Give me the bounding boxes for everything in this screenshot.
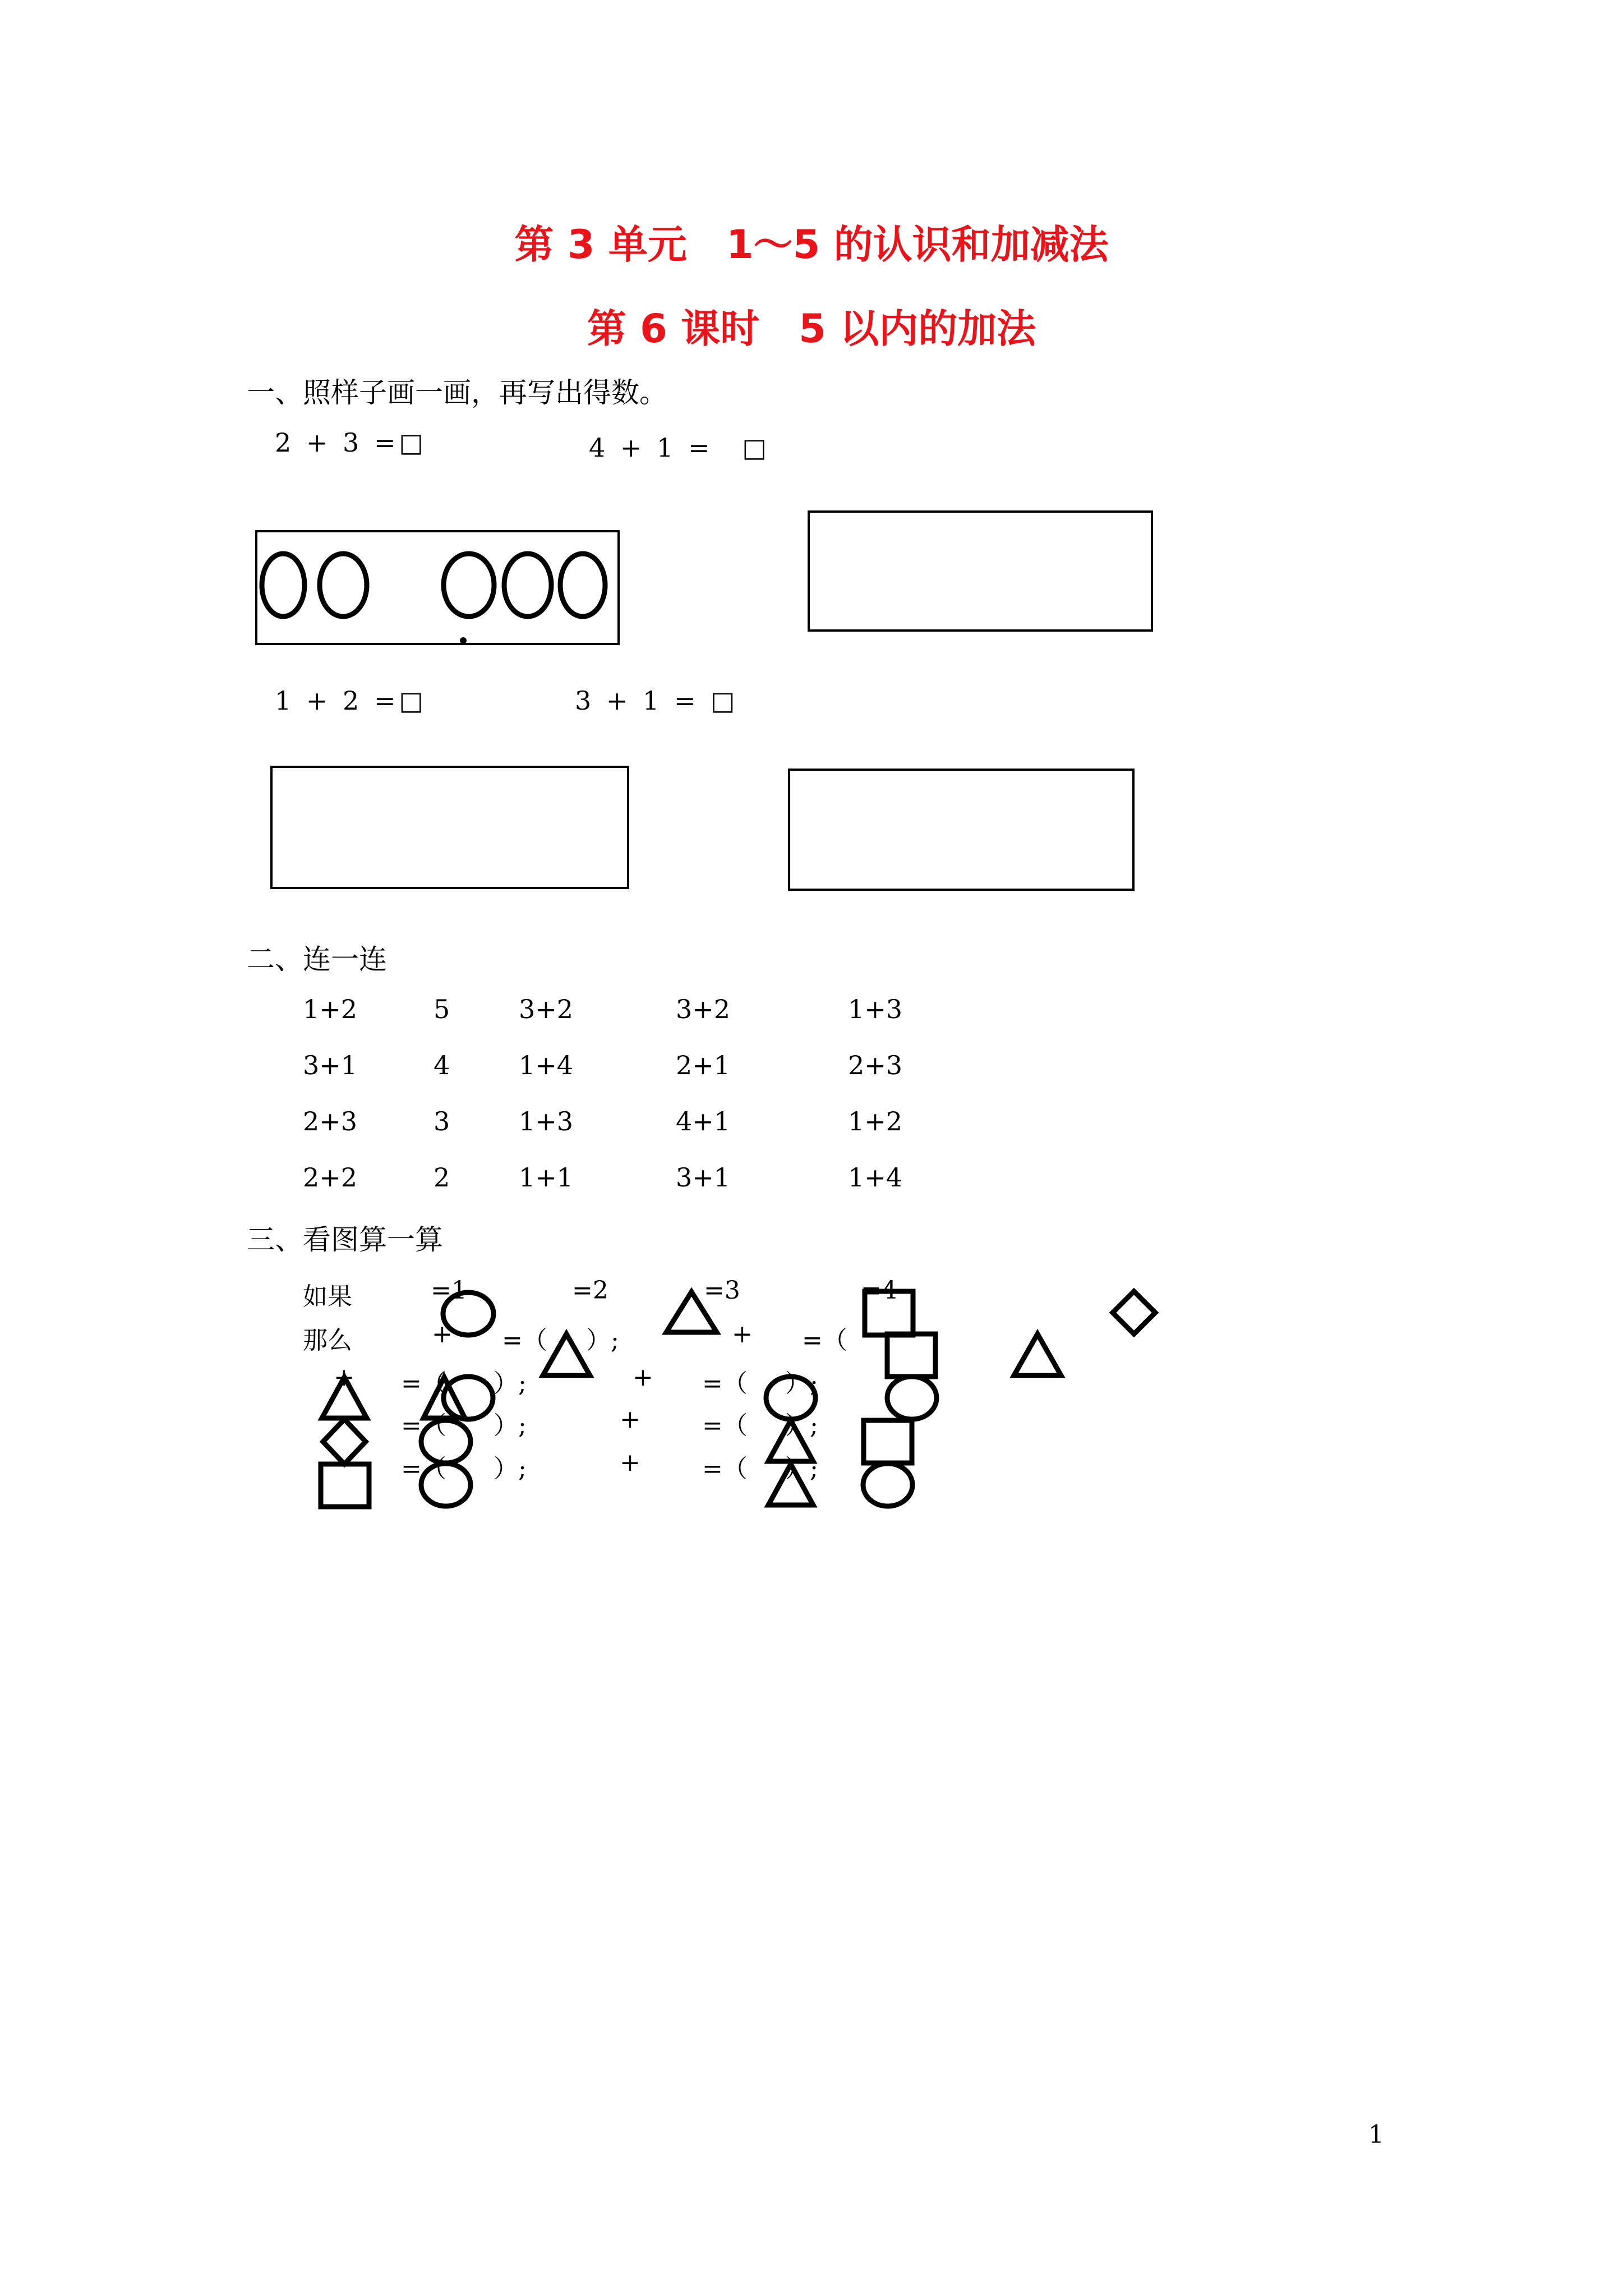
- lesson-title: 第 6 课时 5 以内的加法: [587, 306, 1036, 352]
- equals-open: =（: [401, 1369, 446, 1398]
- match-right-item[interactable]: 2+1: [676, 1050, 731, 1080]
- circle-icon: [320, 554, 367, 616]
- equals-close: ）;: [586, 1326, 619, 1355]
- match-mid-item[interactable]: 1+3: [519, 1106, 574, 1137]
- equals-close: ）;: [494, 1369, 527, 1398]
- equation-3-plus-1: 3 + 1 = □: [575, 685, 739, 716]
- match-left-item[interactable]: 2+2: [303, 1162, 358, 1193]
- equals-open: =（: [702, 1411, 748, 1440]
- match-far-item[interactable]: 1+4: [848, 1162, 903, 1193]
- equation-2-plus-3: 2 + 3 =□: [275, 427, 427, 458]
- triangle-icon: [768, 1420, 813, 1461]
- plus-sign: +: [334, 1363, 354, 1392]
- circle-icon: [262, 554, 305, 616]
- square-icon: [864, 1420, 912, 1463]
- circle-icon: [421, 1420, 471, 1463]
- equals-open: =（: [702, 1369, 748, 1398]
- circle-icon: [887, 1377, 937, 1419]
- match-mid-item[interactable]: 3+2: [519, 994, 574, 1024]
- circle-icon: [766, 1377, 815, 1419]
- equals-open: =（: [702, 1455, 748, 1483]
- then-label: 那么: [303, 1326, 352, 1355]
- equals-close: ）;: [785, 1455, 818, 1483]
- if-label: 如果: [303, 1282, 352, 1311]
- circle-icon: [444, 554, 494, 616]
- square-icon: [321, 1464, 369, 1507]
- square-icon: [887, 1334, 935, 1377]
- match-mid-item[interactable]: 1+4: [519, 1050, 574, 1080]
- circle-icon: [863, 1464, 912, 1506]
- equals-open: =（: [401, 1411, 446, 1440]
- circle-icon: [421, 1464, 471, 1506]
- match-left-item[interactable]: 2+3: [303, 1106, 358, 1137]
- legend-value-square: =3: [704, 1276, 740, 1305]
- triangle-icon: [1014, 1334, 1061, 1375]
- match-number-item[interactable]: 3: [434, 1106, 450, 1137]
- equation-4-plus-1: 4 + 1 = □: [589, 432, 770, 463]
- match-right-item[interactable]: 4+1: [676, 1106, 731, 1137]
- match-number-item[interactable]: 5: [434, 994, 450, 1024]
- plus-sign: +: [633, 1363, 653, 1392]
- equation-1-plus-2: 1 + 2 =□: [275, 685, 427, 716]
- triangle-icon: [322, 1377, 367, 1418]
- equals-open: =（: [802, 1326, 847, 1355]
- unit-title: 第 3 单元 1～5 的认识和加减法: [514, 222, 1109, 268]
- equals-open: =（: [502, 1326, 547, 1355]
- equals-close: ）;: [785, 1411, 818, 1440]
- circle-icon: [443, 1292, 494, 1335]
- diamond-icon: [323, 1419, 366, 1464]
- circle-icon: [444, 1377, 493, 1419]
- legend-value-triangle: =2: [572, 1276, 608, 1305]
- legend-value-diamond: =4: [861, 1276, 897, 1305]
- triangle-icon: [666, 1292, 717, 1332]
- plus-sign: +: [732, 1320, 753, 1349]
- match-right-item[interactable]: 3+1: [676, 1162, 731, 1193]
- legend-value-circle: =1: [431, 1276, 467, 1305]
- triangle-icon: [768, 1464, 813, 1505]
- match-mid-item[interactable]: 1+1: [519, 1162, 574, 1193]
- match-right-item[interactable]: 3+2: [676, 994, 731, 1024]
- plus-sign: +: [620, 1448, 640, 1477]
- circle-icon: [504, 554, 551, 616]
- equals-close: ）;: [494, 1455, 527, 1483]
- match-number-item[interactable]: 4: [434, 1050, 450, 1080]
- match-number-item[interactable]: 2: [434, 1162, 450, 1193]
- page-number: 1: [1368, 2120, 1384, 2149]
- equals-close: ）;: [494, 1411, 527, 1440]
- triangle-icon: [543, 1334, 590, 1375]
- match-left-item[interactable]: 3+1: [303, 1050, 358, 1080]
- section-1-heading: 一、照样子画一画，再写出得数。: [247, 376, 667, 409]
- equals-open: =（: [401, 1455, 446, 1483]
- match-far-item[interactable]: 1+2: [848, 1106, 903, 1137]
- plus-sign: +: [620, 1405, 640, 1434]
- plus-sign: +: [432, 1320, 453, 1349]
- match-far-item[interactable]: 2+3: [848, 1050, 903, 1080]
- equals-close: ）;: [785, 1369, 818, 1398]
- square-icon: [865, 1291, 913, 1335]
- circle-icon: [560, 554, 605, 616]
- section-3-heading: 三、看图算一算: [247, 1223, 443, 1256]
- match-far-item[interactable]: 1+3: [848, 994, 903, 1024]
- match-left-item[interactable]: 1+2: [303, 994, 358, 1024]
- diamond-icon: [1113, 1291, 1155, 1334]
- section-2-heading: 二、连一连: [247, 943, 387, 976]
